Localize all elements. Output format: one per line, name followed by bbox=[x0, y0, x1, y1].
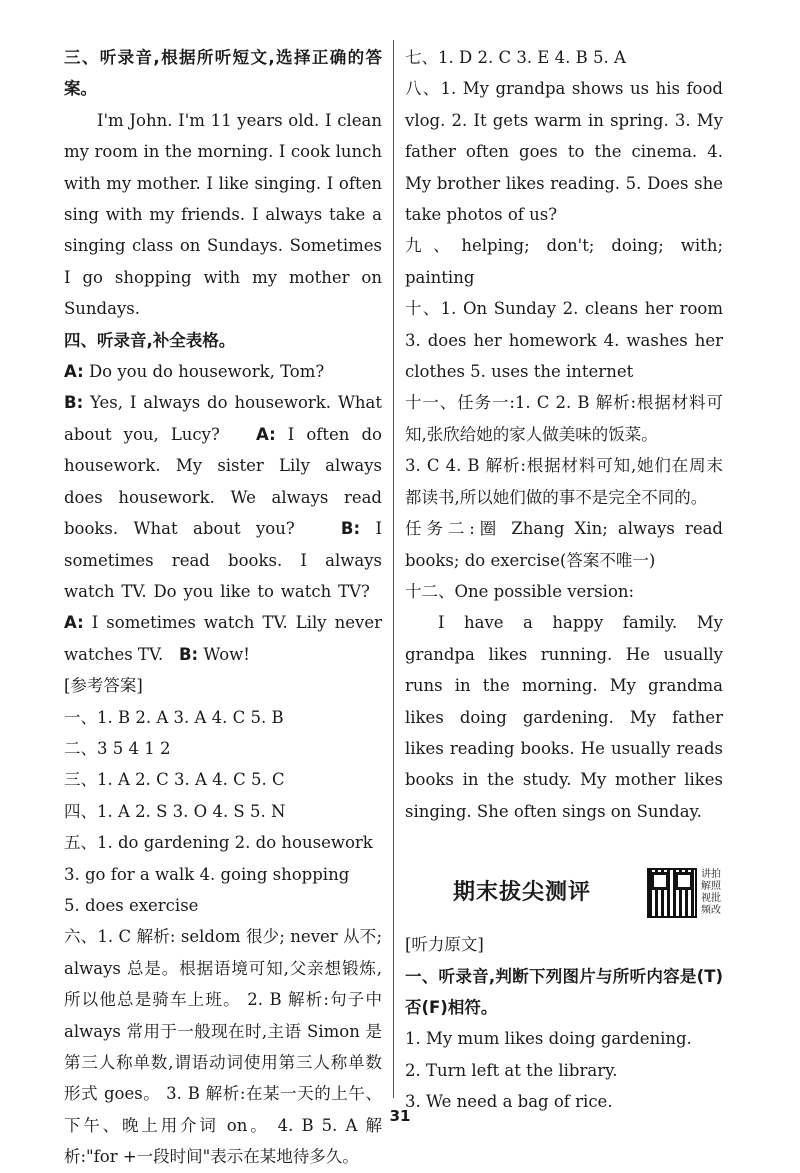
answer-7: 七、1. D 2. C 3. E 4. B 5. A bbox=[405, 48, 626, 67]
qr-code-icon[interactable] bbox=[647, 868, 697, 918]
answer-12-essay: I have a happy family. My grandpa likes running. He usually runs in the morning. My grandma likes doing gardening. My father likes reading books. He usually reads books in the study. My mother likes singing. She often sings on Sunday. bbox=[405, 613, 723, 821]
speaker: B: bbox=[178, 644, 199, 664]
page-number: 31 bbox=[389, 1107, 411, 1125]
speaker: B: bbox=[340, 519, 361, 539]
dialogue bbox=[64, 356, 382, 670]
speaker: A: bbox=[64, 362, 84, 382]
answer-6: 六、1. C 解析: seldom 很少; never 从不; always 总是。根据语境可知,父亲想锻炼,所以他总是骑车上班。 2. B 解析:句子中 always 常用于一般现在时,主语 Simon 是第三人称单数,谓语动词使用第三人称单数形式 goes。 3. B 解析:在某一天的上午、下午、晚上用介词 on。 4. B 5. A 解析:"for +一段时间"表示在某地待多久。 bbox=[64, 927, 382, 1167]
listening-script-label: [听力原文] bbox=[405, 935, 484, 955]
speaker: B: bbox=[64, 393, 84, 413]
answer-5-line-2: 3. go for a walk 4. going shopping bbox=[64, 864, 350, 884]
speaker: A: bbox=[256, 424, 276, 444]
left-column bbox=[64, 42, 382, 1173]
section-3-heading: 三、听录音,根据所听短文,选择正确的答案。 bbox=[64, 48, 382, 99]
reference-answer-label: [参考答案] bbox=[64, 676, 143, 696]
section-4-heading: 四、听录音,补全表格。 bbox=[64, 330, 236, 350]
speaker: A: bbox=[64, 613, 84, 633]
answer-11-part-1: 十一、任务一:1. C 2. B 解析:根据材料可知,张欣给她的家人做美味的饭菜。 bbox=[405, 393, 723, 444]
answer-5-line-3: 5. does exercise bbox=[64, 895, 199, 915]
qr-block bbox=[647, 868, 723, 918]
answer-12-heading: 十二、One possible version: bbox=[405, 581, 635, 601]
right-column bbox=[405, 42, 723, 1118]
dialogue-line: Wow! bbox=[203, 644, 250, 664]
answer-1: 一、1. B 2. A 3. A 4. C 5. B bbox=[64, 707, 284, 727]
answer-11-part-2: 3. C 4. B 解析:根据材料可知,她们在周末都读书,所以她们做的事不是完全不同的。 bbox=[405, 456, 723, 507]
dialogue-line: I often do housework. My sister Lily always does housework. We always read books. What about you? bbox=[64, 424, 382, 539]
answer-2: 二、3 5 4 1 2 bbox=[64, 738, 171, 758]
listening-item: 1. My mum likes doing gardening. bbox=[405, 1029, 692, 1049]
answer-4: 四、1. A 2. S 3. O 4. S 5. N bbox=[64, 801, 286, 821]
exam-title-row bbox=[405, 857, 723, 929]
section-3-passage: I'm John. I'm 11 years old. I clean my room in the morning. I cook lunch with my mother. I like singing. I often sing with my friends. I always take a singing class on Sundays. Sometimes I go shopping with my mother on Sundays. bbox=[64, 110, 382, 319]
answer-8: 八、1. My grandpa shows us his food vlog. 2. It gets warm in spring. 3. My father often goes to the cinema. 4. My brother likes reading. 5. Does she take photos of us? bbox=[405, 79, 723, 225]
qr-label: 讲拍解照视批频改 bbox=[701, 869, 721, 917]
dialogue-line: I sometimes watch TV. Lily never watches TV. bbox=[64, 613, 382, 664]
listening-item: 2. Turn left at the library. bbox=[405, 1060, 618, 1080]
dialogue-line: Yes, I always do housework. What about you, Lucy? bbox=[64, 393, 382, 444]
answer-9: 九、helping; don't; doing; with; painting bbox=[405, 236, 723, 287]
dialogue-line: I sometimes read books. I always watch TV. Do you like to watch TV? bbox=[64, 519, 383, 601]
exam-title: 期末拔尖测评 bbox=[453, 880, 592, 906]
listening-item: 3. We need a bag of rice. bbox=[405, 1092, 613, 1112]
column-divider bbox=[393, 40, 394, 1098]
answer-5-line-1: 五、1. do gardening 2. do housework bbox=[64, 833, 373, 853]
answer-11-task-2: 任务二:圈 Zhang Xin; always read books; do exercise(答案不唯一) bbox=[405, 519, 723, 570]
listening-section-1-heading: 一、听录音,判断下列图片与所听内容是(T)否(F)相符。 bbox=[405, 966, 723, 1017]
dialogue-line: Do you do housework, Tom? bbox=[88, 362, 325, 382]
answer-3: 三、1. A 2. C 3. A 4. C 5. C bbox=[64, 770, 285, 790]
answer-10: 十、1. On Sunday 2. cleans her room 3. does her homework 4. washes her clothes 5. uses the internet bbox=[405, 299, 723, 382]
